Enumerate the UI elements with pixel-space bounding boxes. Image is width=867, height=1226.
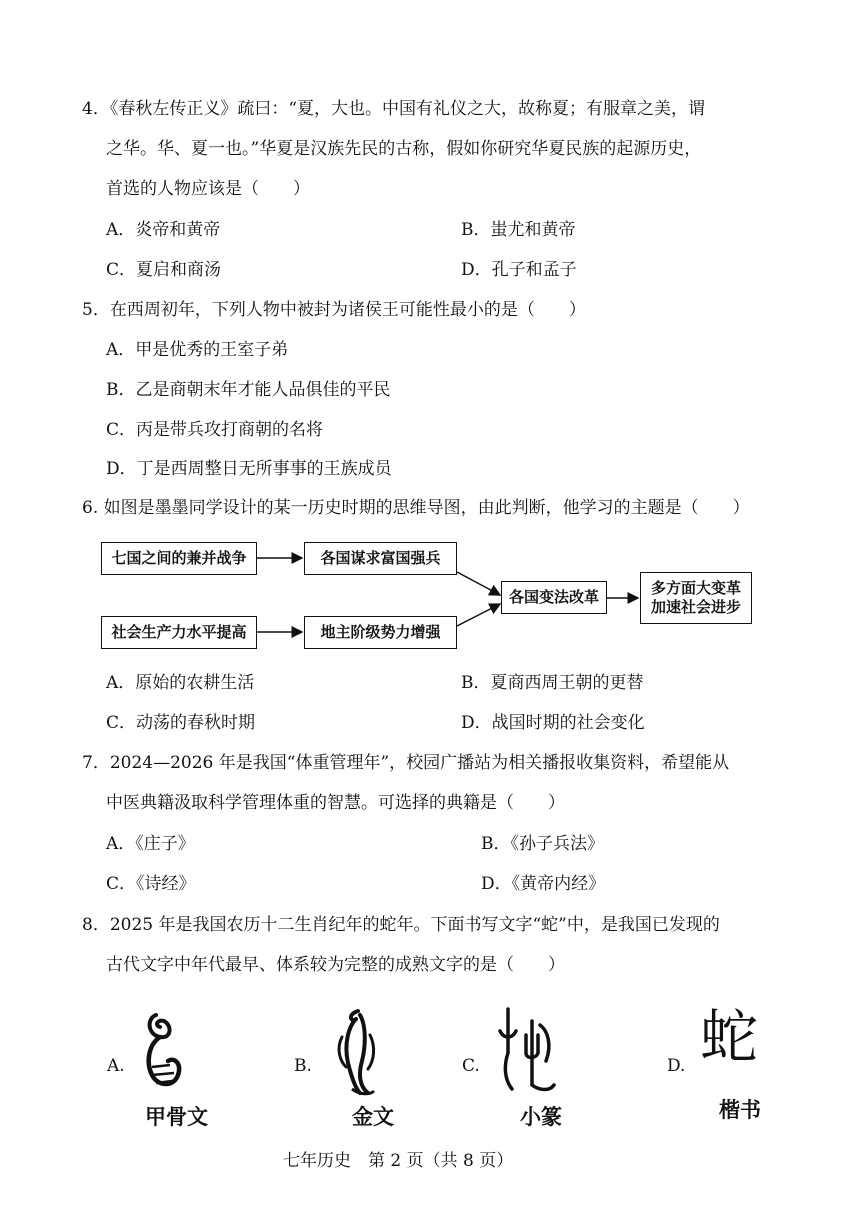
q8-option-b-letter: B. [294,1056,312,1076]
q7-option-a: A．《庄子》 [106,834,195,854]
q6-option-c: C．动荡的春秋时期 [106,713,256,733]
q7-option-d: D．《黄帝内经》 [481,874,606,894]
map-box-wealth-strength: 各国谋求富国强兵 [304,542,457,575]
q8-option-d-caption: 楷书 [719,1098,761,1122]
map-box-productivity: 社会生产力水平提高 [101,616,257,649]
q7-stem-line2: 中医典籍汲取科学管理体重的智慧。可选择的典籍是（ ） [106,793,565,813]
q5-option-b: B．乙是商朝末年才能人品俱佳的平民 [106,380,391,400]
map-box-landlord-class: 地主阶级势力增强 [304,616,457,649]
q8-stem-line2: 古代文字中年代最早、体系较为完整的成熟文字的是（ ） [106,955,565,975]
map-box-annexation-wars: 七国之间的兼并战争 [101,542,257,575]
map-box-great-change-line1: 多方面大变革 [650,579,741,597]
oracle-bone-snake-glyph [138,1005,188,1095]
regular-script-snake-glyph: 蛇 [700,1003,759,1071]
q6-option-a: A．原始的农耕生活 [106,673,255,693]
small-seal-snake-glyph [496,1005,566,1095]
q7-option-c: C．《诗经》 [106,874,196,894]
q4-stem-line2: 之华。华、夏一也。”华夏是汉族先民的古称，假如你研究华夏民族的起源历史， [106,139,702,159]
q8-option-d-letter: D. [667,1056,686,1076]
q8-option-b-caption: 金文 [352,1105,394,1129]
q7-option-b: B．《孙子兵法》 [481,834,604,854]
q8-stem-line1: 8．2025 年是我国农历十二生肖纪年的蛇年。下面书写文字“蛇”中，是我国已发现的 [82,915,720,935]
map-box-great-change [640,572,752,624]
q4-option-b: B．蚩尤和黄帝 [461,220,576,240]
q5-option-a: A．甲是优秀的王室子弟 [106,340,289,360]
q5-option-c: C．丙是带兵攻打商朝的名将 [106,420,324,440]
q4-option-a: A．炎帝和黄帝 [106,220,221,240]
q8-option-c-caption: 小篆 [520,1105,562,1129]
q5-stem: 5．在西周初年，下列人物中被封为诸侯王可能性最小的是（ ） [82,300,586,320]
q4-stem-line1: 4．《春秋左传正义》疏曰：“夏，大也。中国有礼仪之大，故称夏；有服章之美，谓 [82,99,706,119]
q4-option-c: C．夏启和商汤 [106,260,222,280]
q6-option-b: B．夏商西周王朝的更替 [461,673,644,693]
map-box-great-change-line2: 加速社会进步 [650,598,741,616]
q8-option-a-letter: A. [107,1056,125,1076]
bronze-snake-glyph [330,1005,380,1100]
q7-stem-line1: 7．2024—2026 年是我国“体重管理年”，校园广播站为相关播报收集资料，希望能从 [82,753,730,773]
q8-option-c-letter: C. [462,1056,480,1076]
q6-stem: 6. 如图是墨墨同学设计的某一历史时期的思维导图，由此判断，他学习的主题是（ ） [82,498,750,518]
q8-option-a-caption: 甲骨文 [145,1105,208,1129]
q4-stem-line3: 首选的人物应该是（ ） [106,179,310,199]
map-box-reform: 各国变法改革 [501,581,607,614]
page-footer: 七年历史 第 2 页（共 8 页） [283,1151,514,1171]
q4-option-d: D．孔子和孟子 [461,260,577,280]
q5-option-d: D．丁是西周整日无所事事的王族成员 [106,459,392,479]
q6-option-d: D．战国时期的社会变化 [461,713,645,733]
